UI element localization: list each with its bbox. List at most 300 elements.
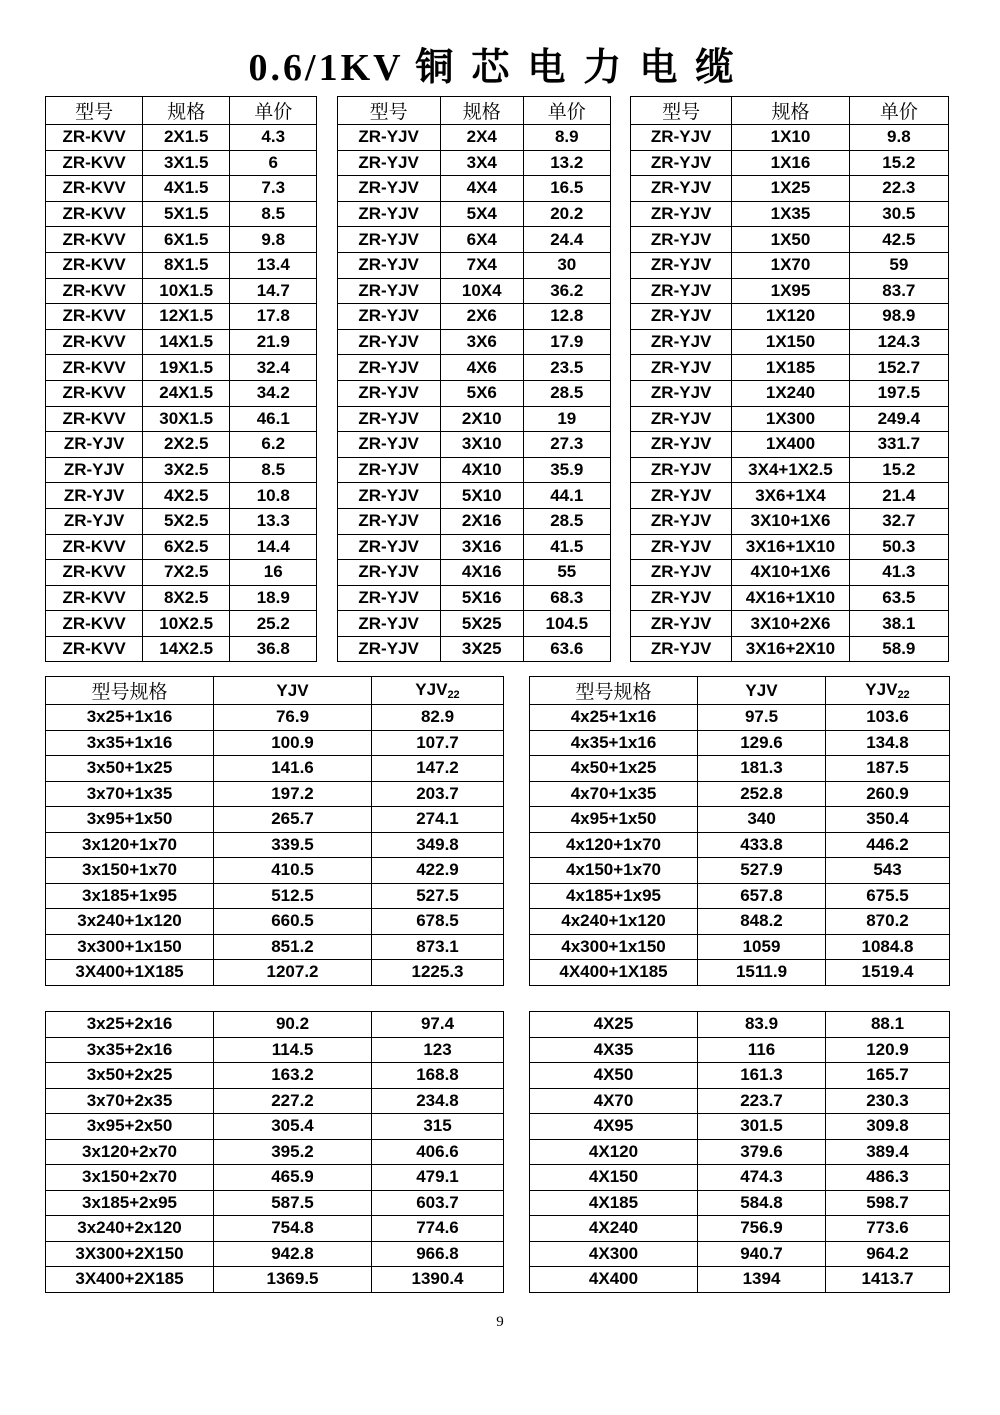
yjv22-price-cell: 82.9	[372, 705, 504, 731]
column-gap	[317, 457, 337, 483]
spec-cell: 5X1.5	[143, 201, 230, 227]
yjv22-price-cell: 773.6	[826, 1216, 950, 1242]
spec-cell: 3X16+1X10	[732, 534, 849, 560]
table-row	[46, 125, 949, 151]
price-cell: 15.2	[849, 457, 948, 483]
column-gap	[504, 934, 530, 960]
title-voltage: 0.6/1KV	[248, 47, 403, 89]
model-cell: ZR-YJV	[631, 406, 732, 432]
spec-cell: 3X10+2X6	[732, 611, 849, 637]
column-gap	[317, 227, 337, 253]
spec-cell: 4X185	[530, 1190, 698, 1216]
column-gap	[317, 278, 337, 304]
yjv22-price-cell: 123	[372, 1037, 504, 1063]
yjv-price-cell: 141.6	[214, 756, 372, 782]
column-gap	[610, 278, 630, 304]
table-row	[46, 483, 949, 509]
yjv-price-cell: 83.9	[698, 1012, 826, 1038]
spec-cell: 5X6	[440, 380, 523, 406]
spec-cell: 3X300+2X150	[46, 1241, 214, 1267]
header-yjv22-sub: 22	[897, 689, 910, 701]
table-row	[46, 355, 949, 381]
column-gap	[610, 611, 630, 637]
yjv-price-cell: 848.2	[698, 909, 826, 935]
yjv-price-cell: 657.8	[698, 883, 826, 909]
price-table-1	[45, 96, 949, 662]
spec-cell: 3X6	[440, 329, 523, 355]
column-gap	[610, 355, 630, 381]
spec-cell: 12X1.5	[143, 304, 230, 330]
column-gap	[610, 483, 630, 509]
column-gap	[504, 858, 530, 884]
table-row	[46, 252, 949, 278]
yjv-price-cell: 114.5	[214, 1037, 372, 1063]
price-cell: 32.7	[849, 508, 948, 534]
spec-cell: 5X16	[440, 585, 523, 611]
spec-cell: 3x25+1x16	[46, 705, 214, 731]
spec-cell: 4x35+1x16	[530, 730, 698, 756]
spec-cell: 4X95	[530, 1114, 698, 1140]
spec-cell: 5X2.5	[143, 508, 230, 534]
spec-cell: 3x150+2x70	[46, 1165, 214, 1191]
yjv22-price-cell: 486.3	[826, 1165, 950, 1191]
model-cell: ZR-YJV	[46, 432, 143, 458]
column-gap	[610, 125, 630, 151]
price-cell: 6	[230, 150, 317, 176]
column-gap	[504, 1216, 530, 1242]
spec-cell: 4x50+1x25	[530, 756, 698, 782]
model-cell: ZR-YJV	[631, 329, 732, 355]
column-gap	[504, 832, 530, 858]
yjv-price-cell: 339.5	[214, 832, 372, 858]
header-spec: 规格	[732, 97, 849, 125]
yjv22-price-cell: 107.7	[372, 730, 504, 756]
spec-cell: 3X400+1X185	[46, 960, 214, 986]
spec-cell: 4X120	[530, 1139, 698, 1165]
column-gap	[317, 483, 337, 509]
header-spec: 规格	[143, 97, 230, 125]
table1-body	[46, 125, 949, 662]
price-cell: 36.2	[523, 278, 610, 304]
spec-cell: 4X10+1X6	[732, 560, 849, 586]
column-gap	[317, 329, 337, 355]
table-row	[46, 832, 950, 858]
column-gap	[504, 883, 530, 909]
column-gap	[317, 585, 337, 611]
column-gap	[504, 1114, 530, 1140]
yjv22-price-cell: 260.9	[826, 781, 950, 807]
model-cell: ZR-YJV	[631, 150, 732, 176]
spec-cell: 3x185+1x95	[46, 883, 214, 909]
model-cell: ZR-YJV	[631, 252, 732, 278]
yjv-price-cell: 1394	[698, 1267, 826, 1293]
spec-cell: 2X2.5	[143, 432, 230, 458]
spec-cell: 3x150+1x70	[46, 858, 214, 884]
table-row	[46, 176, 949, 202]
price-cell: 21.9	[230, 329, 317, 355]
column-gap	[504, 1241, 530, 1267]
spec-cell: 7X4	[440, 252, 523, 278]
price-cell: 152.7	[849, 355, 948, 381]
spec-cell: 19X1.5	[143, 355, 230, 381]
yjv-price-cell: 129.6	[698, 730, 826, 756]
yjv22-price-cell: 103.6	[826, 705, 950, 731]
table-row	[46, 1012, 950, 1038]
table2-header-row	[46, 677, 950, 705]
yjv-price-cell: 379.6	[698, 1139, 826, 1165]
table-row	[46, 611, 949, 637]
price-cell: 14.4	[230, 534, 317, 560]
spec-cell: 3x240+1x120	[46, 909, 214, 935]
spec-cell: 6X2.5	[143, 534, 230, 560]
table-row	[46, 380, 949, 406]
column-gap	[504, 1267, 530, 1293]
spec-cell: 1X185	[732, 355, 849, 381]
table-row	[46, 1216, 950, 1242]
yjv-price-cell: 116	[698, 1037, 826, 1063]
table-row	[46, 636, 949, 662]
column-gap	[317, 97, 337, 125]
column-gap	[610, 150, 630, 176]
model-cell: ZR-YJV	[631, 636, 732, 662]
yjv22-price-cell: 446.2	[826, 832, 950, 858]
model-cell: ZR-YJV	[46, 457, 143, 483]
column-gap	[504, 807, 530, 833]
title-chinese: 铜芯电力电缆	[415, 47, 752, 89]
table-row	[46, 756, 950, 782]
yjv22-price-cell: 1084.8	[826, 934, 950, 960]
table-row	[46, 960, 950, 986]
column-gap	[504, 909, 530, 935]
column-gap	[317, 201, 337, 227]
spec-cell: 1X16	[732, 150, 849, 176]
column-gap	[504, 781, 530, 807]
yjv22-price-cell: 1390.4	[372, 1267, 504, 1293]
table-row	[46, 1063, 950, 1089]
model-cell: ZR-KVV	[46, 560, 143, 586]
table-row	[46, 432, 949, 458]
spec-cell: 3X4	[440, 150, 523, 176]
column-gap	[610, 406, 630, 432]
price-cell: 41.5	[523, 534, 610, 560]
yjv22-price-cell: 1413.7	[826, 1267, 950, 1293]
spec-cell: 10X4	[440, 278, 523, 304]
column-gap	[610, 636, 630, 662]
price-cell: 59	[849, 252, 948, 278]
yjv22-price-cell: 315	[372, 1114, 504, 1140]
table-row	[46, 329, 949, 355]
yjv-price-cell: 660.5	[214, 909, 372, 935]
column-gap	[317, 636, 337, 662]
model-cell: ZR-KVV	[46, 585, 143, 611]
spec-cell: 1X240	[732, 380, 849, 406]
model-cell: ZR-YJV	[337, 252, 440, 278]
yjv22-price-cell: 309.8	[826, 1114, 950, 1140]
spec-cell: 1X50	[732, 227, 849, 253]
price-cell: 6.2	[230, 432, 317, 458]
spec-cell: 4X10	[440, 457, 523, 483]
yjv-price-cell: 181.3	[698, 756, 826, 782]
yjv22-price-cell: 543	[826, 858, 950, 884]
model-cell: ZR-KVV	[46, 355, 143, 381]
column-gap	[610, 227, 630, 253]
header-model-spec: 型号规格	[46, 677, 214, 705]
yjv-price-cell: 756.9	[698, 1216, 826, 1242]
table-row	[46, 508, 949, 534]
table3-body	[46, 1012, 950, 1293]
model-cell: ZR-YJV	[631, 483, 732, 509]
spec-cell: 4x185+1x95	[530, 883, 698, 909]
spec-cell: 6X4	[440, 227, 523, 253]
price-cell: 30	[523, 252, 610, 278]
price-cell: 10.8	[230, 483, 317, 509]
price-cell: 25.2	[230, 611, 317, 637]
price-cell: 34.2	[230, 380, 317, 406]
model-cell: ZR-KVV	[46, 227, 143, 253]
price-cell: 16	[230, 560, 317, 586]
table-row	[46, 304, 949, 330]
spec-cell: 2X16	[440, 508, 523, 534]
spec-cell: 3x50+2x25	[46, 1063, 214, 1089]
model-cell: ZR-KVV	[46, 636, 143, 662]
model-cell: ZR-KVV	[46, 329, 143, 355]
model-cell: ZR-YJV	[337, 329, 440, 355]
yjv22-price-cell: 598.7	[826, 1190, 950, 1216]
table-row	[46, 1267, 950, 1293]
table-row	[46, 201, 949, 227]
price-cell: 36.8	[230, 636, 317, 662]
price-cell: 20.2	[523, 201, 610, 227]
spec-cell: 4X400	[530, 1267, 698, 1293]
model-cell: ZR-YJV	[631, 125, 732, 151]
table-row	[46, 585, 949, 611]
price-cell: 17.9	[523, 329, 610, 355]
yjv-price-cell: 1511.9	[698, 960, 826, 986]
yjv22-price-cell: 966.8	[372, 1241, 504, 1267]
spec-cell: 1X150	[732, 329, 849, 355]
yjv22-price-cell: 678.5	[372, 909, 504, 935]
table2-body	[46, 705, 950, 986]
price-cell: 197.5	[849, 380, 948, 406]
model-cell: ZR-YJV	[337, 150, 440, 176]
model-cell: ZR-YJV	[631, 304, 732, 330]
yjv-price-cell: 1369.5	[214, 1267, 372, 1293]
price-cell: 9.8	[849, 125, 948, 151]
spec-cell: 4X25	[530, 1012, 698, 1038]
yjv22-price-cell: 187.5	[826, 756, 950, 782]
spec-cell: 10X1.5	[143, 278, 230, 304]
column-gap	[317, 355, 337, 381]
price-cell: 8.5	[230, 201, 317, 227]
spec-cell: 8X1.5	[143, 252, 230, 278]
price-cell: 13.3	[230, 508, 317, 534]
model-cell: ZR-YJV	[631, 432, 732, 458]
header-yjv: YJV	[698, 677, 826, 705]
price-cell: 16.5	[523, 176, 610, 202]
model-cell: ZR-YJV	[337, 432, 440, 458]
column-gap	[317, 252, 337, 278]
model-cell: ZR-YJV	[337, 176, 440, 202]
spec-cell: 3X2.5	[143, 457, 230, 483]
column-gap	[317, 125, 337, 151]
spec-cell: 3X1.5	[143, 150, 230, 176]
yjv-price-cell: 223.7	[698, 1088, 826, 1114]
spec-cell: 3X10	[440, 432, 523, 458]
model-cell: ZR-KVV	[46, 252, 143, 278]
spec-cell: 3X400+2X185	[46, 1267, 214, 1293]
price-cell: 28.5	[523, 508, 610, 534]
model-cell: ZR-KVV	[46, 534, 143, 560]
table-row	[46, 1037, 950, 1063]
yjv-price-cell: 942.8	[214, 1241, 372, 1267]
yjv22-price-cell: 389.4	[826, 1139, 950, 1165]
spec-cell: 4x240+1x120	[530, 909, 698, 935]
yjv-price-cell: 433.8	[698, 832, 826, 858]
spec-cell: 1X95	[732, 278, 849, 304]
price-cell: 19	[523, 406, 610, 432]
price-cell: 44.1	[523, 483, 610, 509]
price-cell: 50.3	[849, 534, 948, 560]
yjv22-price-cell: 120.9	[826, 1037, 950, 1063]
price-cell: 63.6	[523, 636, 610, 662]
model-cell: ZR-YJV	[46, 483, 143, 509]
yjv-price-cell: 163.2	[214, 1063, 372, 1089]
yjv22-price-cell: 274.1	[372, 807, 504, 833]
column-gap	[317, 150, 337, 176]
yjv22-price-cell: 873.1	[372, 934, 504, 960]
model-cell: ZR-YJV	[631, 227, 732, 253]
price-cell: 124.3	[849, 329, 948, 355]
column-gap	[610, 329, 630, 355]
price-cell: 68.3	[523, 585, 610, 611]
spec-cell: 2X1.5	[143, 125, 230, 151]
spec-cell: 1X400	[732, 432, 849, 458]
yjv22-price-cell: 165.7	[826, 1063, 950, 1089]
spec-cell: 4x95+1x50	[530, 807, 698, 833]
price-cell: 9.8	[230, 227, 317, 253]
spec-cell: 3X6+1X4	[732, 483, 849, 509]
yjv22-price-cell: 675.5	[826, 883, 950, 909]
model-cell: ZR-YJV	[337, 508, 440, 534]
price-cell: 13.2	[523, 150, 610, 176]
column-gap	[610, 585, 630, 611]
spec-cell: 3x120+2x70	[46, 1139, 214, 1165]
spec-cell: 4X300	[530, 1241, 698, 1267]
spec-cell: 4x300+1x150	[530, 934, 698, 960]
column-gap	[504, 1012, 530, 1038]
price-cell: 46.1	[230, 406, 317, 432]
yjv-price-cell: 851.2	[214, 934, 372, 960]
price-cell: 8.9	[523, 125, 610, 151]
yjv22-price-cell: 1225.3	[372, 960, 504, 986]
table-row	[46, 1165, 950, 1191]
price-cell: 28.5	[523, 380, 610, 406]
yjv22-price-cell: 203.7	[372, 781, 504, 807]
price-cell: 35.9	[523, 457, 610, 483]
column-gap	[317, 534, 337, 560]
model-cell: ZR-YJV	[337, 380, 440, 406]
yjv22-price-cell: 168.8	[372, 1063, 504, 1089]
spec-cell: 4X50	[530, 1063, 698, 1089]
table-row	[46, 1114, 950, 1140]
spec-cell: 8X2.5	[143, 585, 230, 611]
model-cell: ZR-KVV	[46, 125, 143, 151]
spec-cell: 2X4	[440, 125, 523, 151]
model-cell: ZR-YJV	[337, 125, 440, 151]
spec-cell: 3x185+2x95	[46, 1190, 214, 1216]
column-gap	[317, 508, 337, 534]
yjv22-price-cell: 527.5	[372, 883, 504, 909]
price-cell: 38.1	[849, 611, 948, 637]
yjv-price-cell: 197.2	[214, 781, 372, 807]
yjv-price-cell: 1059	[698, 934, 826, 960]
price-table-2	[45, 676, 950, 986]
price-cell: 13.4	[230, 252, 317, 278]
column-gap	[504, 705, 530, 731]
price-cell: 21.4	[849, 483, 948, 509]
column-gap	[610, 304, 630, 330]
price-cell: 17.8	[230, 304, 317, 330]
yjv22-price-cell: 964.2	[826, 1241, 950, 1267]
yjv-price-cell: 97.5	[698, 705, 826, 731]
model-cell: ZR-YJV	[631, 611, 732, 637]
spec-cell: 1X35	[732, 201, 849, 227]
table-row	[46, 883, 950, 909]
spec-cell: 4X1.5	[143, 176, 230, 202]
price-cell: 83.7	[849, 278, 948, 304]
yjv22-price-cell: 97.4	[372, 1012, 504, 1038]
column-gap	[610, 201, 630, 227]
column-gap	[317, 380, 337, 406]
model-cell: ZR-YJV	[631, 355, 732, 381]
price-cell: 63.5	[849, 585, 948, 611]
model-cell: ZR-YJV	[337, 534, 440, 560]
spec-cell: 14X1.5	[143, 329, 230, 355]
column-gap	[504, 1139, 530, 1165]
yjv-price-cell: 474.3	[698, 1165, 826, 1191]
model-cell: ZR-YJV	[337, 611, 440, 637]
spec-cell: 3x50+1x25	[46, 756, 214, 782]
spec-cell: 4x70+1x35	[530, 781, 698, 807]
spec-cell: 7X2.5	[143, 560, 230, 586]
header-yjv22	[372, 677, 504, 705]
model-cell: ZR-YJV	[337, 483, 440, 509]
price-cell: 249.4	[849, 406, 948, 432]
yjv-price-cell: 265.7	[214, 807, 372, 833]
yjv-price-cell: 410.5	[214, 858, 372, 884]
header-model: 型号	[46, 97, 143, 125]
spec-cell: 24X1.5	[143, 380, 230, 406]
yjv22-price-cell: 603.7	[372, 1190, 504, 1216]
model-cell: ZR-YJV	[337, 227, 440, 253]
price-cell: 4.3	[230, 125, 317, 151]
spec-cell: 4X240	[530, 1216, 698, 1242]
price-cell: 98.9	[849, 304, 948, 330]
header-yjv22-base: YJV	[415, 680, 448, 699]
header-yjv: YJV	[214, 677, 372, 705]
price-cell: 104.5	[523, 611, 610, 637]
spec-cell: 1X70	[732, 252, 849, 278]
spec-cell: 1X300	[732, 406, 849, 432]
yjv22-price-cell: 88.1	[826, 1012, 950, 1038]
model-cell: ZR-KVV	[46, 406, 143, 432]
price-cell: 12.8	[523, 304, 610, 330]
spec-cell: 3X16	[440, 534, 523, 560]
spec-cell: 10X2.5	[143, 611, 230, 637]
price-cell: 32.4	[230, 355, 317, 381]
spec-cell: 4X6	[440, 355, 523, 381]
model-cell: ZR-YJV	[337, 457, 440, 483]
